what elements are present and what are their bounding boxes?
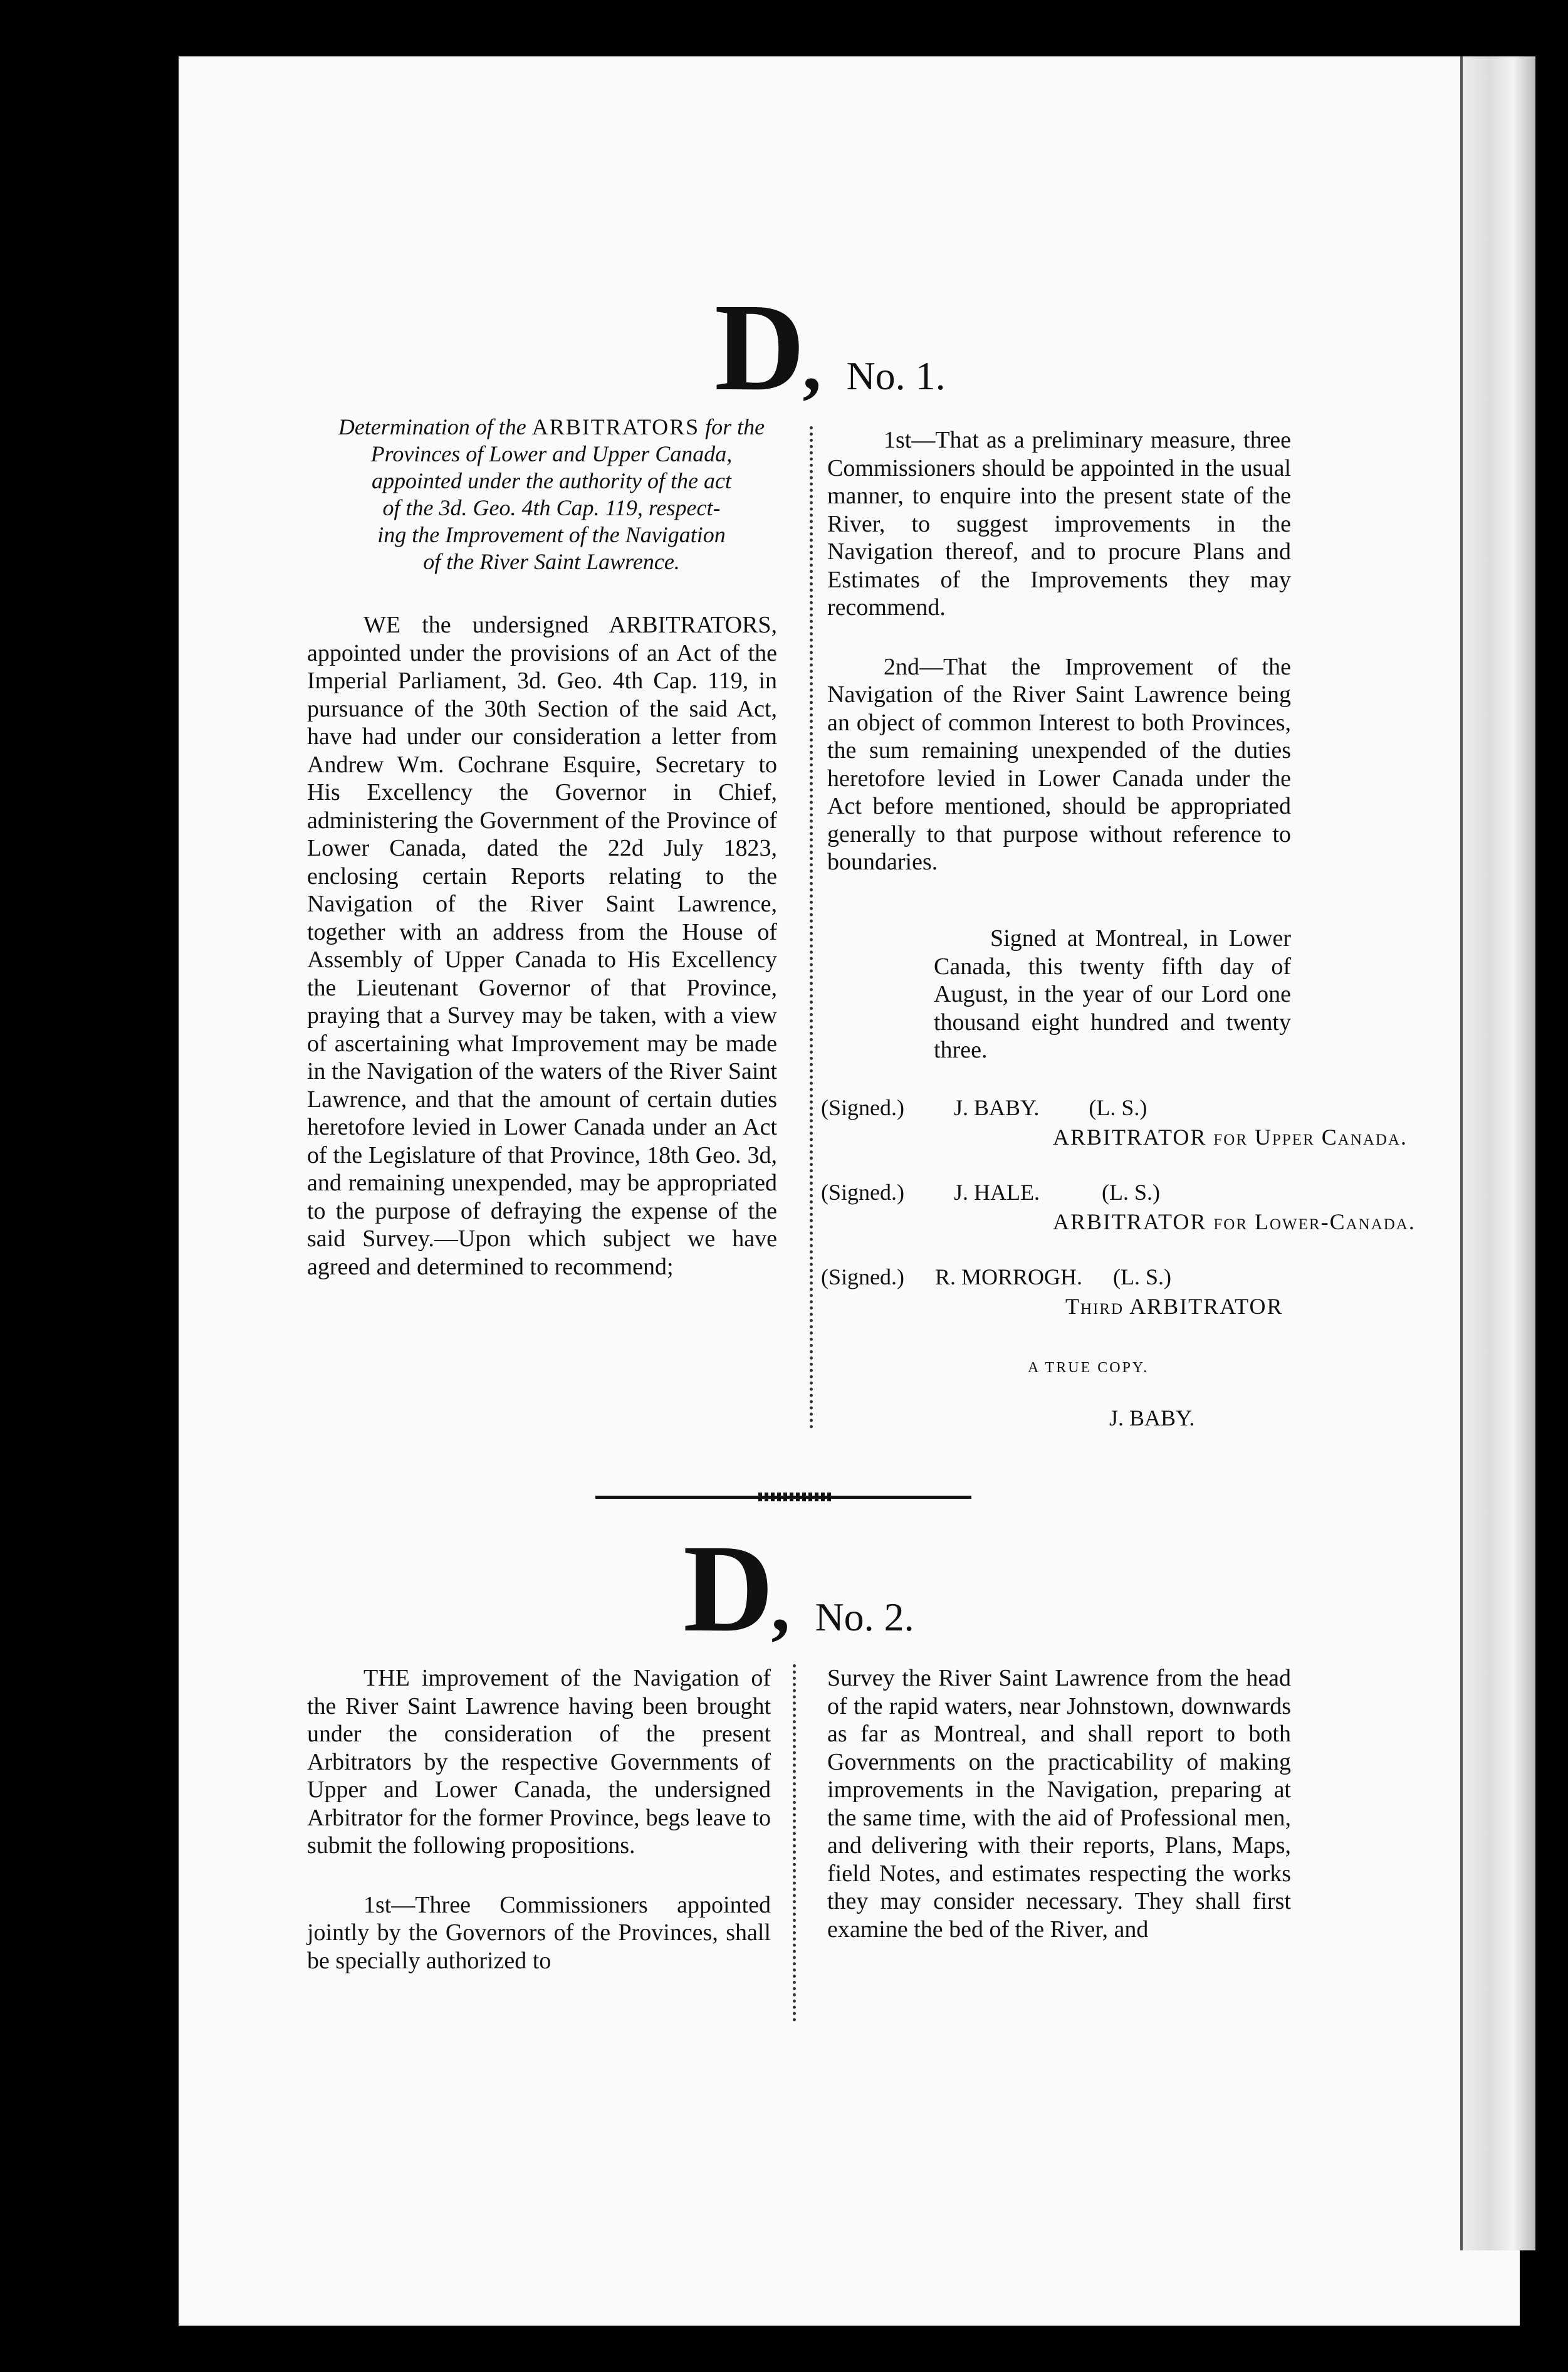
signed-label: (Signed.): [821, 1180, 904, 1205]
signer-name: J. HALE.: [953, 1180, 1040, 1205]
title-line: of the 3d. Geo. 4th Cap. 119, respect-: [382, 495, 721, 520]
seal-mark: (L. S.): [1089, 1095, 1147, 1120]
heading-number: No. 2.: [815, 1595, 914, 1639]
heading-letter: D: [683, 1519, 771, 1658]
signature-baby-role: [1053, 1123, 1408, 1151]
section2-left-column: [307, 1664, 771, 1975]
section-heading-d-no-2: [683, 1517, 914, 1661]
recommendation-first: 1st—That as a preliminary measure, three Commissioners should be appointed in the usual manner, to enquire into the present state of the River, to suggest improvements in the Navigation thereof, and to procure Plans and Estimates of the Improvements they may recommend.: [827, 427, 1291, 621]
section-heading-d-no-1: [714, 276, 946, 419]
signed-label: (Signed.): [821, 1095, 904, 1120]
signature-morrogh-role: [1065, 1293, 1283, 1320]
heading-comma: ,: [802, 322, 822, 406]
signer-role: Third ARBITRATOR: [1065, 1294, 1283, 1319]
title-arbitrators: ARBITRATORS: [531, 414, 700, 439]
signed-at-block: [934, 925, 1291, 1064]
signer-role: ARBITRATOR for Lower-Canada.: [1053, 1209, 1416, 1234]
signer-name: R. MORROGH.: [934, 1264, 1083, 1289]
signed-at-text: Signed at Montreal, in Lower Canada, this twenty fifth day of August, in the year of our Lord one thousand eight hundred and twenty three.: [934, 925, 1291, 1063]
title-line: Determination of the ARBITRATORS for the: [338, 414, 765, 439]
recommendation-second: 2nd—That the Improvement of the Navigation of the River Saint Lawrence being an object of common Interest to both Provinces, the sum remaining unexpended of the duties heretofore levied in Lower Canada under the Act before mentioned, should be appropriated generally to that purpose without reference to boundaries.: [827, 653, 1291, 875]
heading-letter: D: [714, 278, 803, 417]
section1-left-column: [307, 611, 777, 1281]
title-line: of the River Saint Lawrence.: [423, 549, 680, 574]
title-line: Provinces of Lower and Upper Canada,: [370, 441, 733, 466]
signature-hale: [821, 1178, 1160, 1206]
determination-title: [307, 414, 796, 575]
improvement-intro: THE improvement of the Navigation of the River Saint Lawrence having been brought under the consideration of the present Arbitrators by the respective Governments of Upper and Lower Canada, the undersigned Arbitrator for the former Province, begs leave to submit the following propositions.: [307, 1665, 771, 1859]
signature-baby: [821, 1094, 1147, 1121]
signer-role: ARBITRATOR for Upper Canada.: [1053, 1125, 1408, 1150]
seal-mark: (L. S.): [1113, 1264, 1172, 1289]
seal-mark: (L. S.): [1101, 1180, 1160, 1205]
signer-name: J. BABY.: [953, 1095, 1040, 1120]
determination-body: WE the undersigned ARBITRATORS, appointed under the provisions of an Act of the Imperial Parliament, 3d. Geo. 4th Cap. 119, in pursuance of the 30th Section of the said Act, have had under our consideration a letter from Andrew Wm. Cochrane Esquire, Secretary to His Excellency the Governor in Chief, administering the Government of the Province of Lower Canada, dated the 22d July 1823, enclosing certain Reports relating to the Navigation of the River Saint Lawrence, together with an address from the House of Assembly of Upper Canada to His Excellency the Lieutenant Governor of that Province, praying that a Survey may be taken, with a view of ascertaining what Improvement may be made in the Navigation of the waters of the River Saint Lawrence, and that the amount of certain duties heretofore levied in Lower Canada under an Act of the Legislature of that Province, 18th Geo. 3d, and remaining unexpended, may be appropriated to the purpose of defraying the expense of the said Survey.—Upon which subject we have agreed and determined to recommend;: [307, 612, 777, 1280]
title-line: appointed under the authority of the act: [372, 468, 731, 493]
page-edge: [1460, 56, 1535, 2250]
section1-right-column: [827, 426, 1291, 876]
true-copy-signature: J. BABY.: [1109, 1405, 1195, 1430]
survey-continuation: Survey the River Saint Lawrence from the head of the rapid waters, near Johnstown, downwards as far as Montreal, and shall report to both Governments on the practicability of making improvements in the Navigation, preparing at the same time, with the aid of Professional men, and delivering with their reports, Plans, Maps, field Notes, and estimates respecting the works they may consider necessary. They shall first examine the bed of the River, and: [827, 1665, 1291, 1943]
ornamental-rule: [595, 1496, 971, 1499]
heading-comma: ,: [771, 1563, 790, 1647]
heading-number: No. 1.: [846, 354, 946, 398]
signature-morrogh: [821, 1263, 1171, 1291]
first-proposition: 1st—Three Commissioners appointed jointly by the Governors of the Provinces, shall be specially authorized to: [307, 1891, 771, 1974]
signed-label: (Signed.): [821, 1264, 904, 1289]
true-copy-label: A TRUE COPY.: [1028, 1360, 1149, 1376]
signature-hale-role: [1053, 1208, 1416, 1236]
title-line: ing the Improvement of the Navigation: [377, 522, 726, 547]
section2-right-column: [827, 1664, 1291, 1943]
column-divider: [810, 426, 813, 1429]
column-divider: [793, 1664, 796, 2022]
